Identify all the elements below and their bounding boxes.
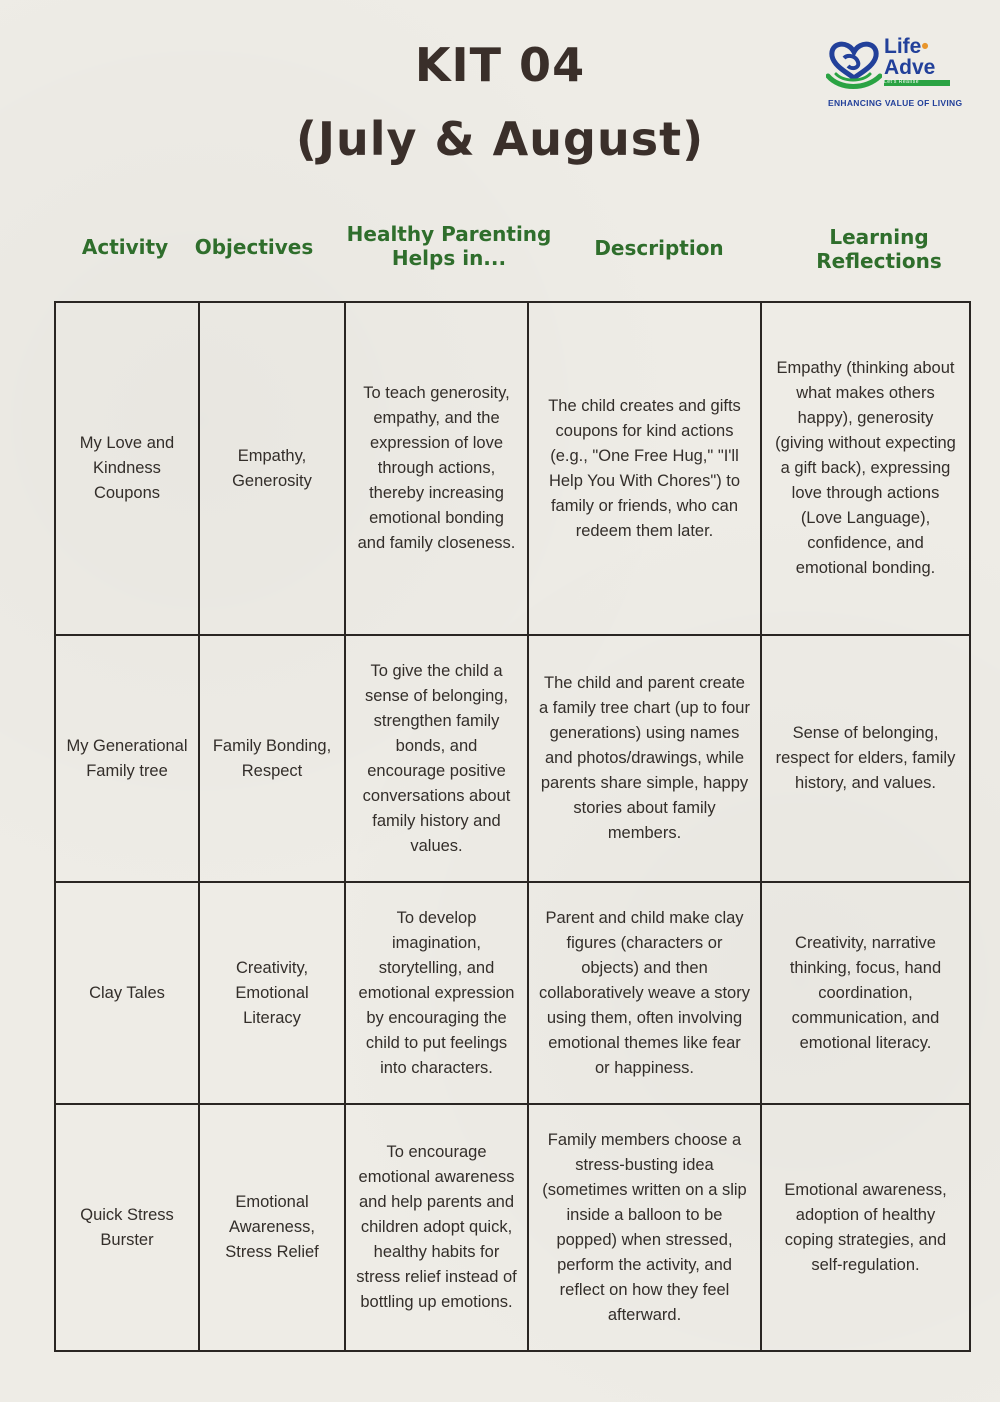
table-row (55, 302, 970, 635)
column-header-activity: Activity (81, 235, 169, 259)
helps-cell: To encourage emotional awareness and help parents and children adopt quick, healthy habits for stress relief instead of bottling up emotions. (345, 1104, 528, 1351)
logo-tagline: ENHANCING VALUE OF LIVING (828, 98, 963, 108)
column-header-description: Description (594, 236, 724, 260)
logo-dot: • (921, 35, 929, 58)
activity-cell: My Love and Kindness Coupons (55, 302, 199, 635)
reflections-cell: Empathy (thinking about what makes others happy), generosity (giving without expecting a gift back), expressing love through actions (Love Language), confidence, and emotional bonding. (761, 302, 970, 635)
description-cell: Family members choose a stress-busting idea (sometimes written on a slip inside a balloon to be popped) when stressed, perform the activity, and reflect on how they feel afterward. (528, 1104, 761, 1351)
page-subtitle: (July & August) (295, 112, 705, 166)
heart-hands-icon (826, 36, 882, 94)
logo-word-adve: Adve (884, 56, 936, 79)
activity-cell: My Generational Family tree (55, 635, 199, 882)
activity-cell: Quick Stress Burster (55, 1104, 199, 1351)
column-header-objectives: Objectives (194, 235, 314, 259)
logo-word-life: Life• (884, 35, 929, 58)
objectives-cell: Emotional Awareness, Stress Relief (199, 1104, 345, 1351)
helps-cell: To teach generosity, empathy, and the expression of love through actions, thereby increasing emotional bonding and family closeness. (345, 302, 528, 635)
table-row (55, 635, 970, 882)
description-cell: Parent and child make clay figures (characters or objects) and then collaboratively weave a story using them, often involving emotional themes like fear or happiness. (528, 882, 761, 1104)
column-header-learning-reflections: Learning Reflections (816, 225, 942, 273)
objectives-cell: Empathy, Generosity (199, 302, 345, 635)
table-row (55, 1104, 970, 1351)
brand-logo (826, 36, 976, 112)
reflections-cell: Emotional awareness, adoption of healthy coping strategies, and self-regulation. (761, 1104, 970, 1351)
table-row (55, 882, 970, 1104)
column-header-healthy-parenting: Healthy Parenting Helps in... (346, 222, 552, 270)
objectives-cell: Family Bonding, Respect (199, 635, 345, 882)
activity-table (54, 301, 971, 1352)
helps-cell: To develop imagination, storytelling, and emotional expression by encouraging the child to put feelings into characters. (345, 882, 528, 1104)
description-cell: The child creates and gifts coupons for kind actions (e.g., "One Free Hug," "I'll Help You With Chores") to family or friends, who can redeem them later. (528, 302, 761, 635)
reflections-cell: Creativity, narrative thinking, focus, hand coordination, communication, and emotional literacy. (761, 882, 970, 1104)
helps-cell: To give the child a sense of belonging, strengthen family bonds, and encourage positive conversations about family history and values. (345, 635, 528, 882)
page-title: KIT 04 (414, 38, 586, 92)
reflections-cell: Sense of belonging, respect for elders, family history, and values. (761, 635, 970, 882)
logo-subtext: Let's Realise (884, 79, 919, 85)
activity-cell: Clay Tales (55, 882, 199, 1104)
objectives-cell: Creativity, Emotional Literacy (199, 882, 345, 1104)
description-cell: The child and parent create a family tree chart (up to four generations) using names and photos/drawings, while parents share simple, happy stories about family members. (528, 635, 761, 882)
